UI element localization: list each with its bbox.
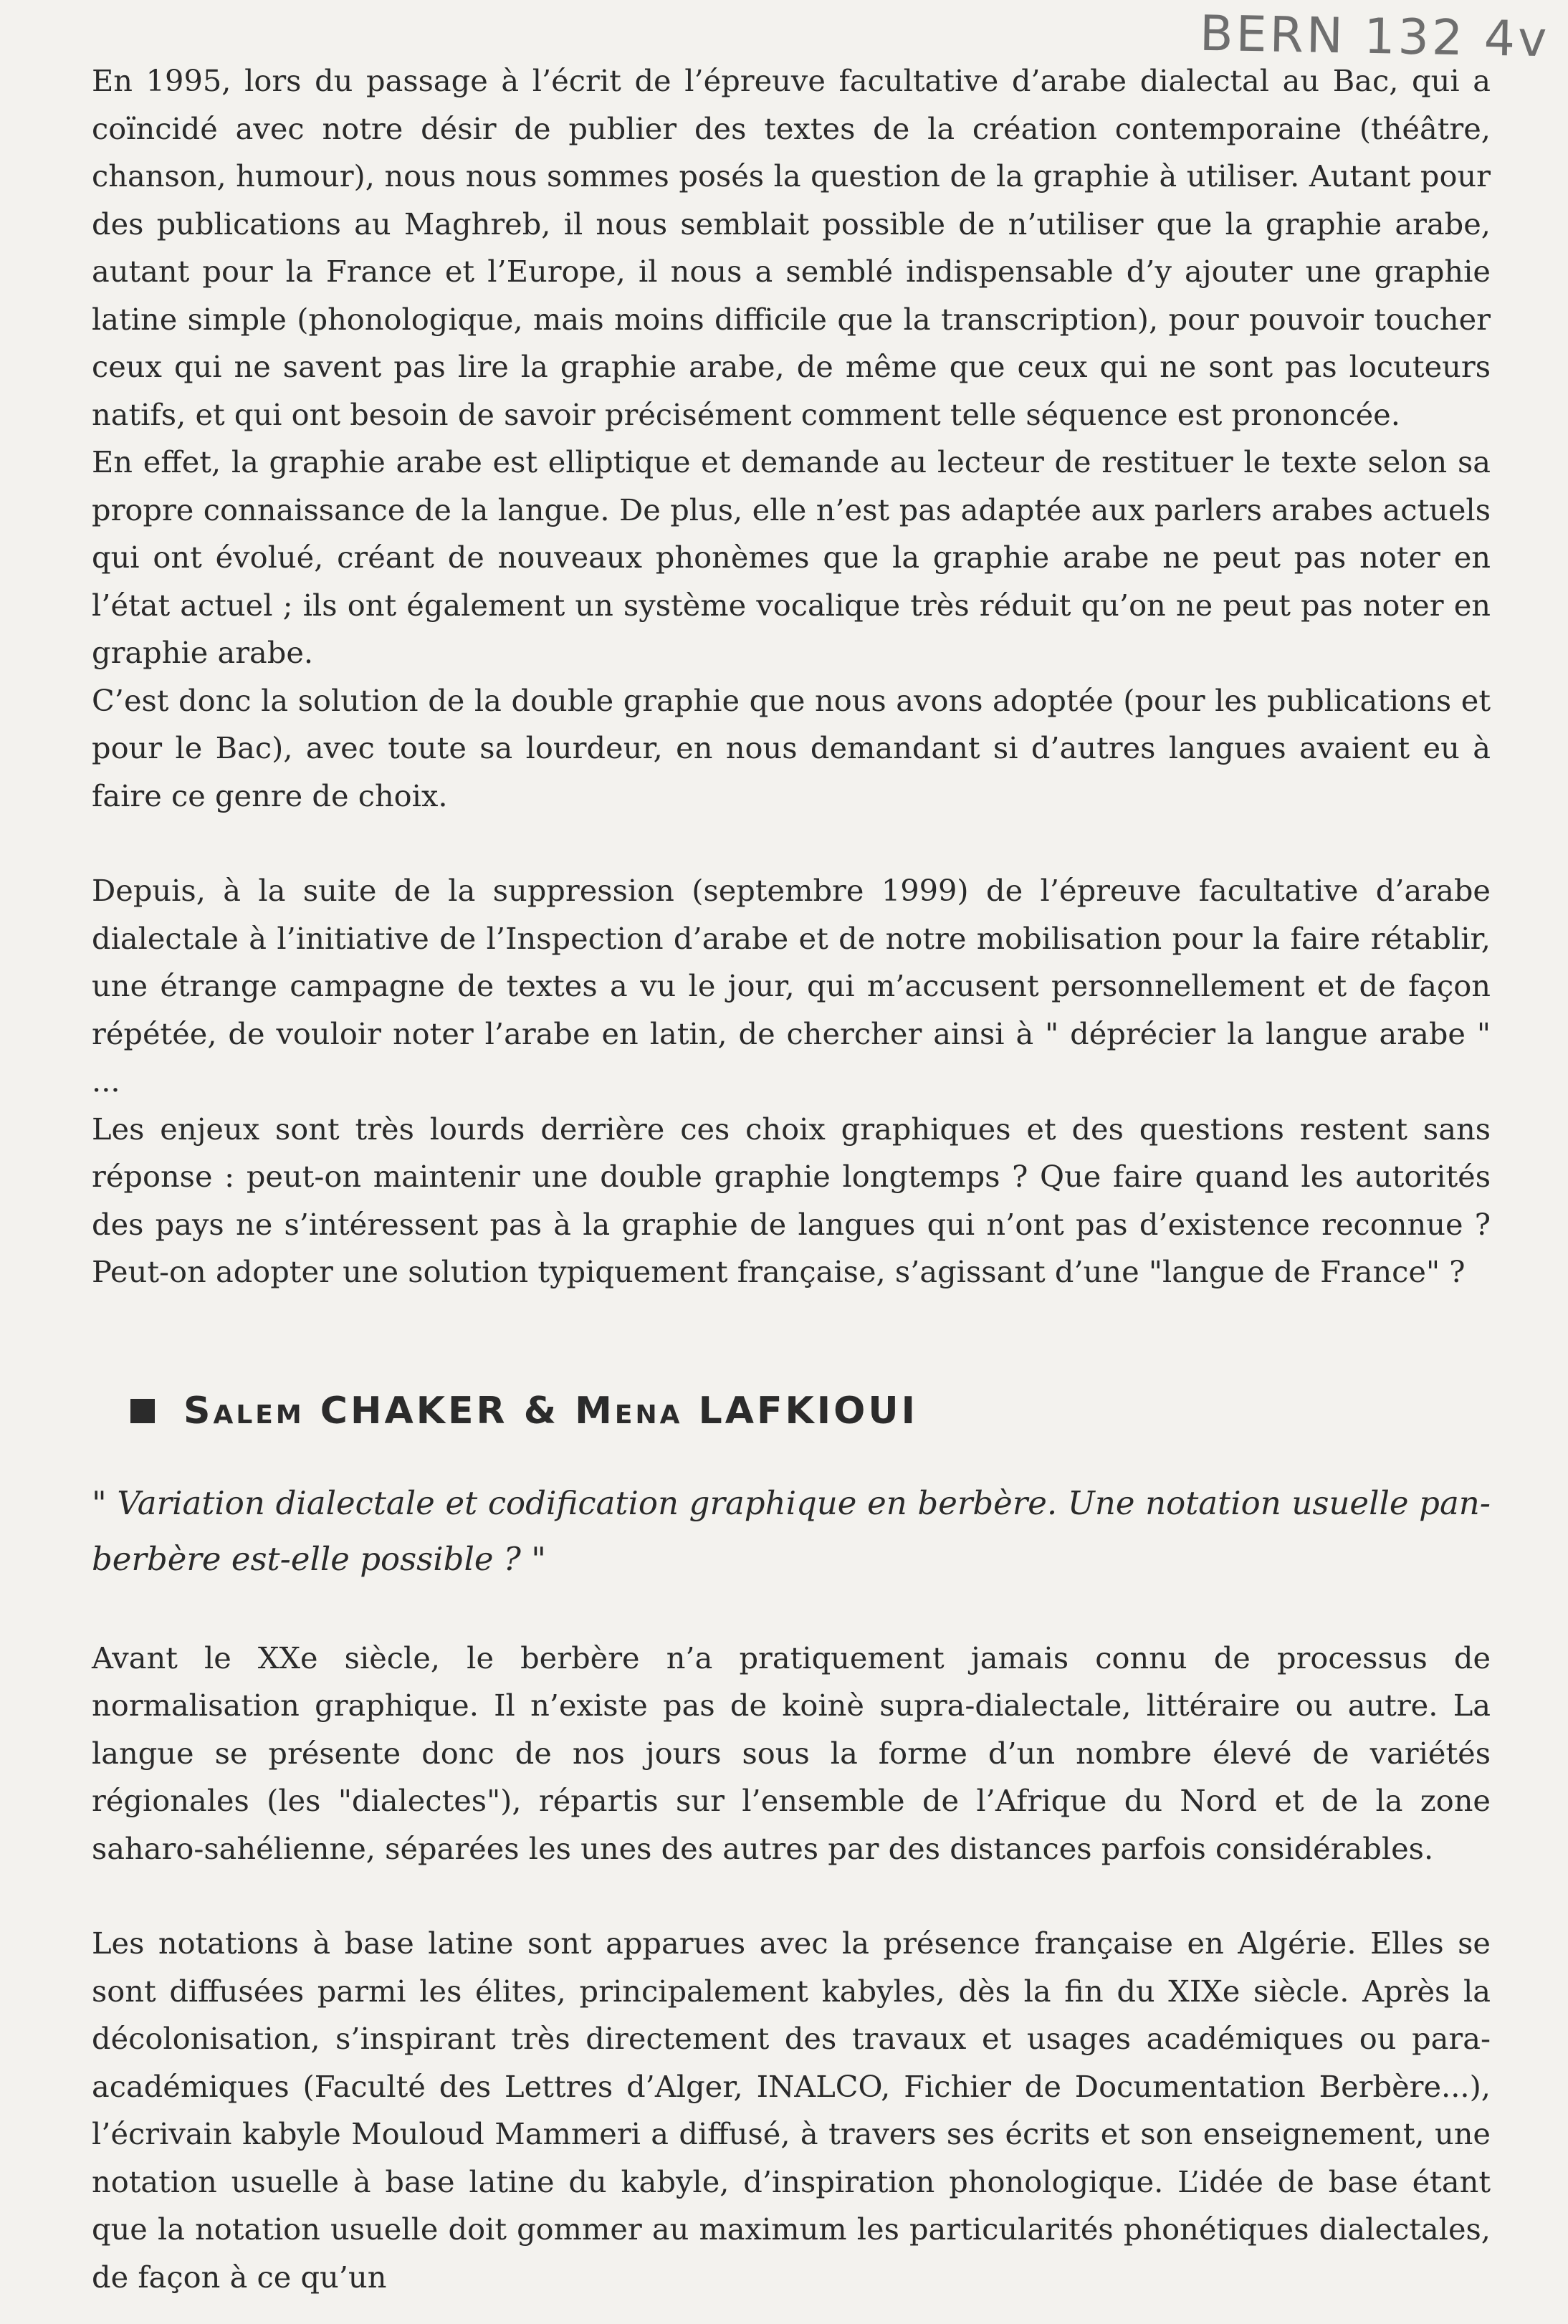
paragraph-enjeux: Les enjeux sont très lourds derrière ces choix graphiques et des questions restent sans réponse : peut-on maintenir une double graphie longtemps ? Que faire quand les autorités des pays ne s’intéressent pas à la graphie de langues qui n’ont pas d’existence reconnue ? Peut-on adopter une solution typiquement française, s’agissant d’une "langue de France" ? bbox=[92, 1111, 1491, 1289]
paragraph-xxe-siecle: Avant le XXe siècle, le berbère n’a pratiquement jamais connu de processus de normalisation graphique. Il n’existe pas de koinè supra-dialectale, littéraire ou autre. La langue se présente donc de nos jours sous la forme d’un nombre élevé de variétés régionales (les "dialectes"), répartis sur l’ensemble de l’Afrique du Nord et de la zone saharo-sahélienne, séparées les unes des autres par des distances parfois considérables. bbox=[92, 1640, 1491, 1866]
paragraph-bac-1995: En 1995, lors du passage à l’écrit de l’épreuve facultative d’arabe dialectal au Bac, qui a coïncidé avec notre désir de publier des textes de la création contemporaine (théâtre, chanson, humour), nous nous sommes posés la question de la graphie à utiliser. Autant pour des publications au Maghreb, il nous semblait possible de n’utiliser que la graphie arabe, autant pour la France et l’Europe, il nous a semblé indispensable d’y ajouter une graphie latine simple (phonologique, mais moins difficile que la transcription), pour pouvoir toucher ceux qui ne savent pas lire la graphie arabe, de même que ceux qui ne sont pas locuteurs natifs, et qui ont besoin de savoir précisément comment telle séquence est prononcée. bbox=[92, 63, 1491, 432]
bullet-square-icon bbox=[130, 1399, 155, 1423]
author2-first-name: Mena bbox=[575, 1389, 683, 1433]
document-body bbox=[92, 57, 1491, 2301]
author-last-name: CHAKER bbox=[320, 1389, 508, 1433]
paragraph-notations-latines: Les notations à base latine sont apparues avec la présence française en Algérie. Elles se sont diffusées parmi les élites, principalement kabyles, dès la fin du XIXe siècle. Après la décolonisation, s’inspirant très directement des travaux et usages académiques ou para-académiques (Faculté des Lettres d’Alger, INALCO, Fichier de Documentation Berbère...), l’écrivain kabyle Mouloud Mammeri a diffusé, à travers ses écrits et son enseignement, une notation usuelle à base latine du kabyle, d’inspiration phonologique. L’idée de base étant que la notation usuelle doit gommer au maximum les particularités phonétiques dialectales, de façon à ce qu’un bbox=[92, 1926, 1491, 2295]
handwritten-annotation: BERN 132 4v bbox=[1199, 5, 1550, 69]
author2-last-name: LAFKIOUI bbox=[698, 1389, 918, 1433]
author-ampersand: & bbox=[523, 1389, 560, 1433]
author-first-name: Salem bbox=[183, 1389, 305, 1433]
paragraph-suppression-1999: Depuis, à la suite de la suppression (septembre 1999) de l’épreuve facultative d’arabe dialectale à l’initiative de l’Inspection d’arabe et de notre mobilisation pour la faire rétablir, une étrange campagne de textes a vu le jour, qui m’accusent personnellement et de façon répétée, de vouloir noter l’arabe en latin, de chercher ainsi à " déprécier la langue arabe " ... bbox=[92, 873, 1491, 1099]
paragraph-graphie-arabe: En effet, la graphie arabe est elliptique et demande au lecteur de restituer le texte selon sa propre connaissance de la langue. De plus, elle n’est pas adaptée aux parlers arabes actuels qui ont évolué, créant de nouveaux phonèmes que la graphie arabe ne peut pas noter en l’état actuel ; ils ont également un système vocalique très réduit qu’on ne peut pas noter en graphie arabe. bbox=[92, 444, 1491, 670]
article-subtitle: " Variation dialectale et codification graphique en berbère. Une notation usuelle pan-berbère est-elle possible ? " bbox=[92, 1483, 1491, 1578]
paragraph-double-graphie: C’est donc la solution de la double graphie que nous avons adoptée (pour les publications et pour le Bac), avec toute sa lourdeur, en nous demandant si d’autres langues avaient eu à faire ce genre de choix. bbox=[92, 682, 1491, 813]
section-author-heading bbox=[92, 1390, 1491, 1433]
